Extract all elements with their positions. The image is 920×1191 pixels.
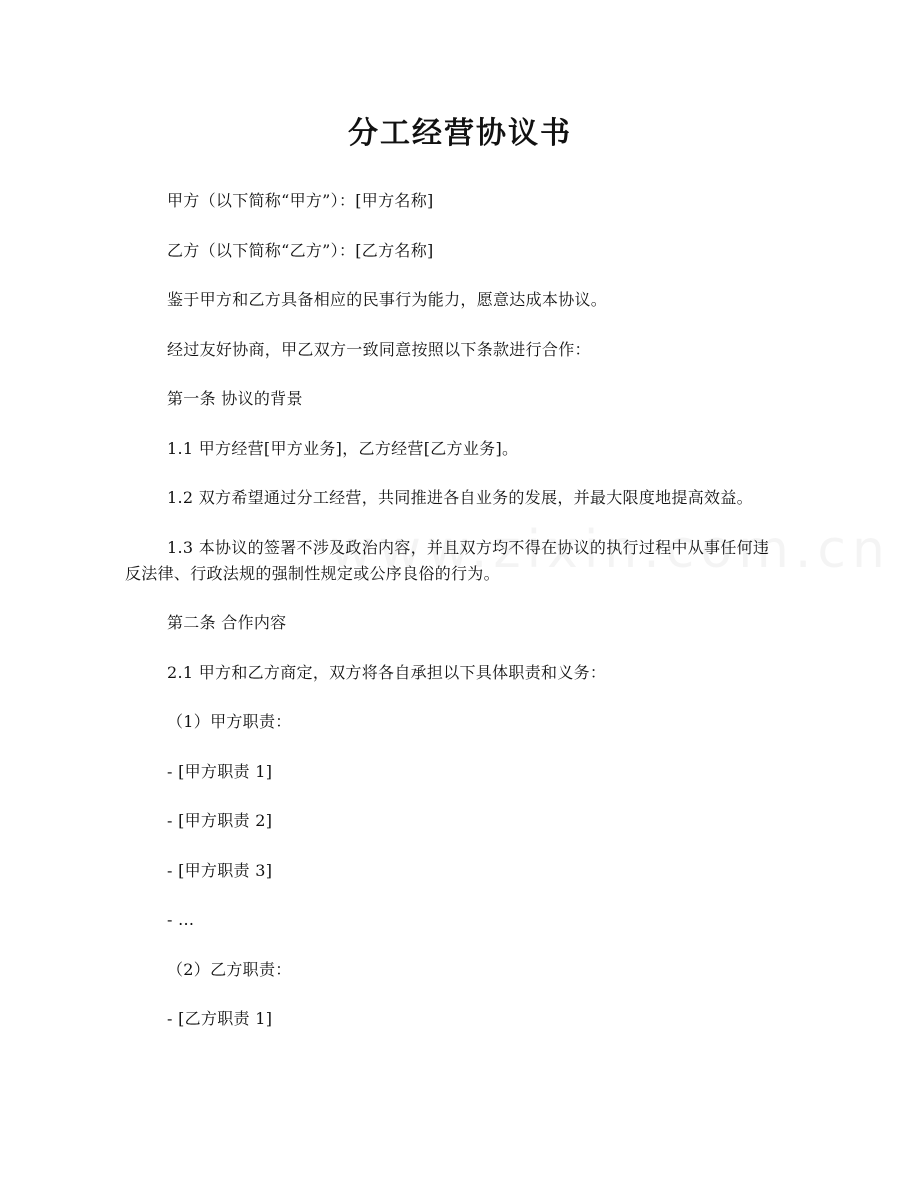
party-b-duties-heading: （2）乙方职责： (167, 959, 292, 979)
list-item: - ... (167, 910, 195, 929)
clause-1-3: 1.3 本协议的签署不涉及政治内容，并且双方均不得在协议的执行过程中从事任何违反法律、行政法规的强制性规定或公序良俗的行为。 (125, 537, 770, 583)
agreement-intro-paragraph: 经过友好协商，甲乙双方一致同意按照以下条款进行合作： (167, 339, 591, 359)
clause-1-2: 1.2 双方希望通过分工经营，共同推进各自业务的发展，并最大限度地提高效益。 (167, 488, 753, 507)
list-item: - [乙方职责 1] (167, 1009, 273, 1028)
preamble-paragraph: 鉴于甲方和乙方具备相应的民事行为能力，愿意达成本协议。 (167, 290, 608, 309)
clause-2-1: 2.1 甲方和乙方商定，双方将各自承担以下具体职责和义务： (167, 662, 607, 682)
clause-1-1: 1.1 甲方经营[甲方业务]，乙方经营[乙方业务]。 (167, 438, 519, 458)
article-2-heading: 第二条 合作内容 (167, 613, 287, 632)
party-a-duties-heading: （1）甲方职责： (167, 712, 292, 731)
document-title: 分工经营协议书 (348, 116, 572, 151)
party-a-line: 甲方（以下简称“甲方”）：[甲方名称] (167, 191, 434, 210)
list-item: - [甲方职责 3] (167, 860, 273, 880)
list-item: - [甲方职责 2] (167, 811, 273, 830)
list-item: - [甲方职责 1] (167, 761, 273, 781)
document-body (125, 188, 785, 1056)
article-1-heading: 第一条 协议的背景 (167, 389, 303, 408)
party-b-line: 乙方（以下简称“乙方”）：[乙方名称] (167, 240, 434, 260)
